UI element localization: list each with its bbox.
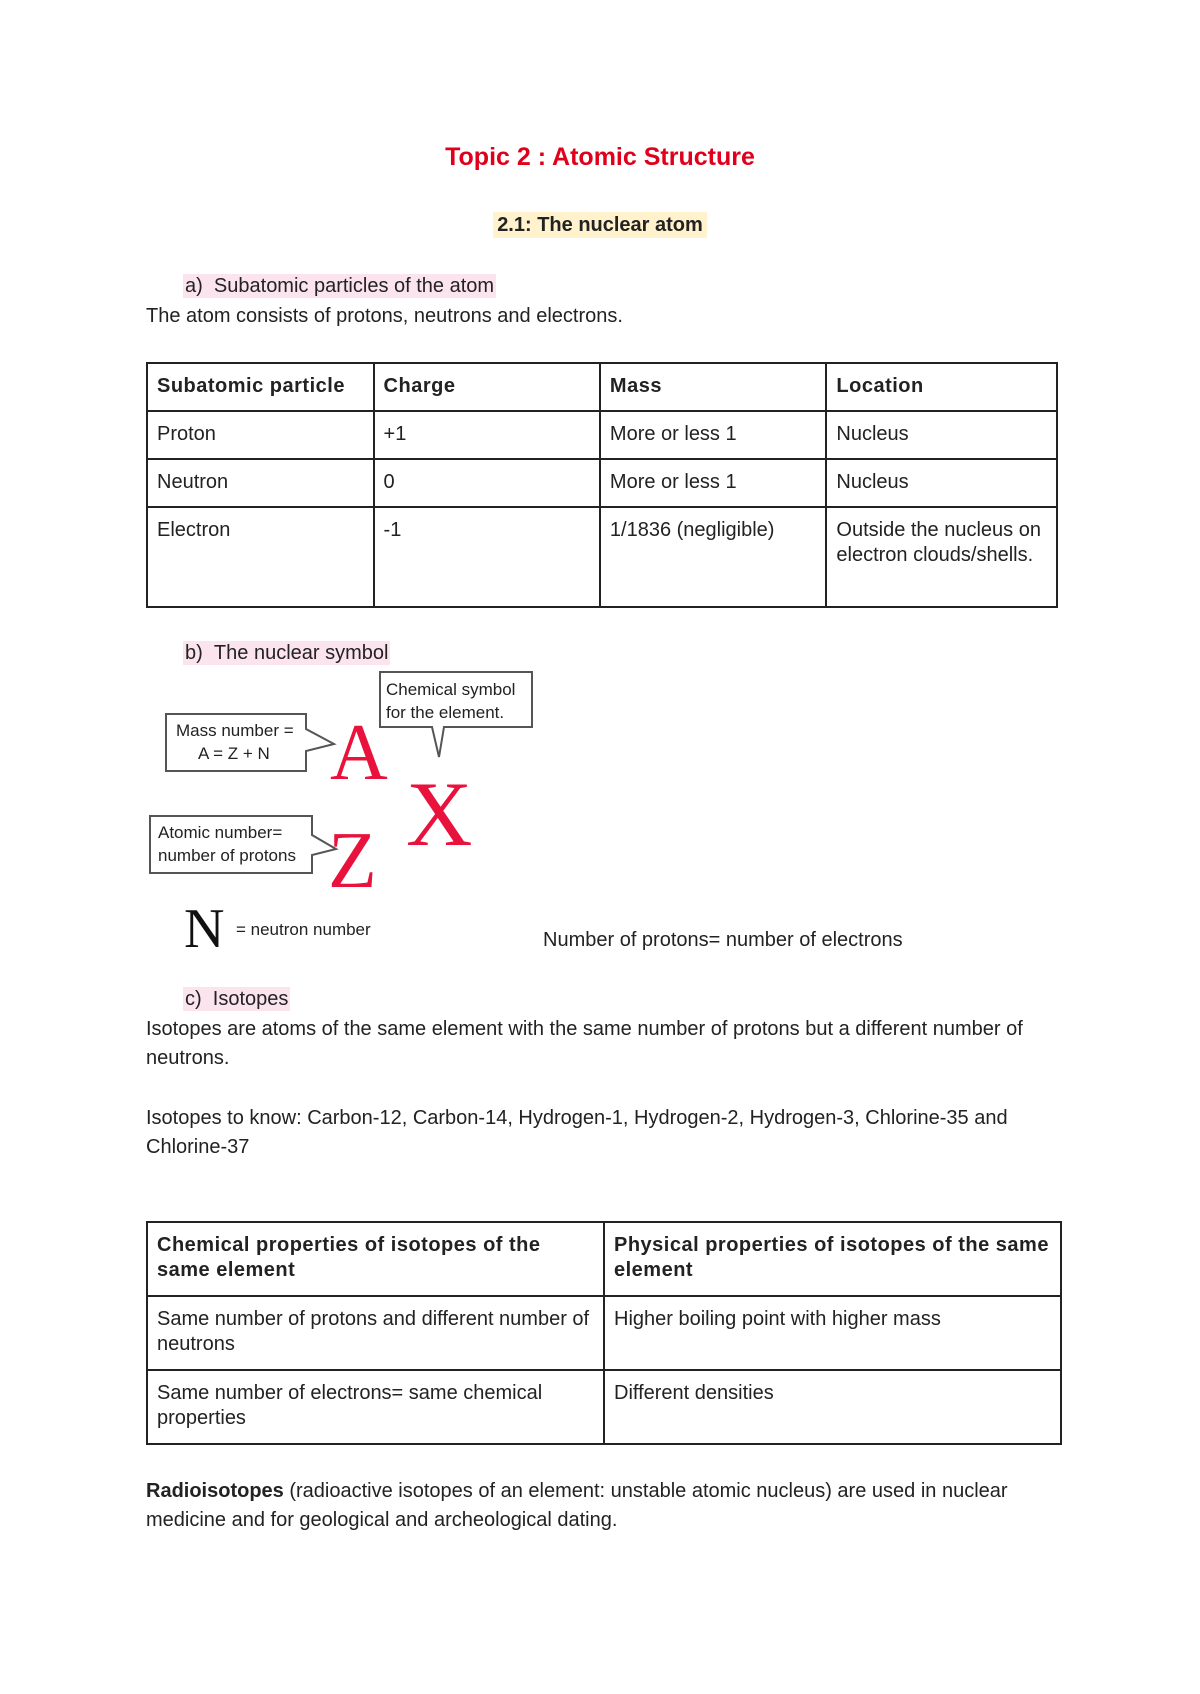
chemical-symbol-callout — [380, 672, 532, 757]
isotopes-to-know: Isotopes to know: Carbon-12, Carbon-14, Hydrogen-1, Hydrogen-2, Hydrogen-3, Chlorine-35 and Chlorine-37 — [146, 1107, 1008, 1158]
isotope-definition: Isotopes are atoms of the same element with the same number of protons but a different number of neutrons. — [146, 1018, 1023, 1069]
radioisotopes-text: (radioactive isotopes of an element: unstable atomic nucleus) are used in nuclear medicine and for geological and archeological dating. — [146, 1480, 1008, 1531]
table-cell: -1 — [374, 507, 600, 607]
table-row — [147, 1296, 1061, 1370]
table-cell: Outside the nucleus on electron clouds/shells. — [826, 507, 1057, 607]
atomic-number-callout — [150, 816, 336, 873]
radioisotopes-term: Radioisotopes — [146, 1480, 284, 1502]
table-row — [147, 411, 1057, 459]
callout-text: number of protons — [158, 846, 296, 865]
neutron-label: = neutron number — [236, 920, 371, 939]
nuclear-symbol-diagram — [140, 665, 560, 965]
header-cell: Subatomic particle — [147, 363, 374, 411]
table-cell: Same number of electrons= same chemical properties — [147, 1370, 604, 1444]
table-row — [147, 507, 1057, 607]
mass-number-callout — [166, 714, 334, 771]
isotope-table-header — [147, 1222, 1061, 1296]
table-cell: Proton — [147, 411, 374, 459]
section-heading-text: 2.1: The nuclear atom — [493, 212, 707, 238]
table-cell: More or less 1 — [600, 459, 826, 507]
subheading-b-label: b) — [185, 642, 203, 664]
table-cell: Same number of protons and different number of neutrons — [147, 1296, 604, 1370]
protons-note: Number of protons= number of electrons — [543, 929, 903, 951]
subheading-b-text: The nuclear symbol — [213, 642, 389, 664]
table-cell: Nucleus — [826, 459, 1057, 507]
subheading-a-text: Subatomic particles of the atom — [213, 275, 495, 297]
table-cell: 1/1836 (negligible) — [600, 507, 826, 607]
header-cell: Charge — [374, 363, 600, 411]
table-cell: Neutron — [147, 459, 374, 507]
header-cell: Mass — [600, 363, 826, 411]
table-cell: Nucleus — [826, 411, 1057, 459]
callout-text: A = Z + N — [198, 744, 270, 763]
letter-x: X — [406, 763, 473, 865]
table-cell: Higher boiling point with higher mass — [604, 1296, 1061, 1370]
intro-paragraph: The atom consists of protons, neutrons and electrons. — [146, 305, 623, 327]
table-row — [147, 1370, 1061, 1444]
callout-text: for the element. — [386, 703, 505, 722]
subheading-c-label: c) — [185, 988, 202, 1010]
particle-table — [146, 362, 1058, 608]
table-cell: 0 — [374, 459, 600, 507]
section-heading — [0, 214, 1200, 237]
particle-table-header — [147, 363, 1057, 411]
callout-text: Mass number = — [176, 721, 294, 740]
header-cell: Location — [826, 363, 1057, 411]
letter-n: N — [184, 898, 225, 960]
table-cell: Different densities — [604, 1370, 1061, 1444]
header-cell: Chemical properties of isotopes of the same element — [147, 1222, 604, 1296]
subheading-c-text: Isotopes — [212, 988, 289, 1010]
header-cell: Physical properties of isotopes of the same element — [604, 1222, 1061, 1296]
subheading-b — [183, 642, 390, 665]
subheading-c — [183, 988, 290, 1011]
radioisotopes-paragraph — [146, 1477, 1046, 1535]
table-cell: Electron — [147, 507, 374, 607]
page-title: Topic 2 : Atomic Structure — [445, 143, 755, 171]
table-cell: +1 — [374, 411, 600, 459]
isotope-table — [146, 1221, 1062, 1445]
callout-text: Atomic number= — [158, 823, 283, 842]
letter-a: A — [330, 709, 388, 797]
table-row — [147, 459, 1057, 507]
callout-text: Chemical symbol — [386, 680, 516, 699]
subheading-a — [183, 275, 496, 298]
table-cell: More or less 1 — [600, 411, 826, 459]
letter-z: Z — [328, 817, 377, 905]
subheading-a-label: a) — [185, 275, 203, 297]
